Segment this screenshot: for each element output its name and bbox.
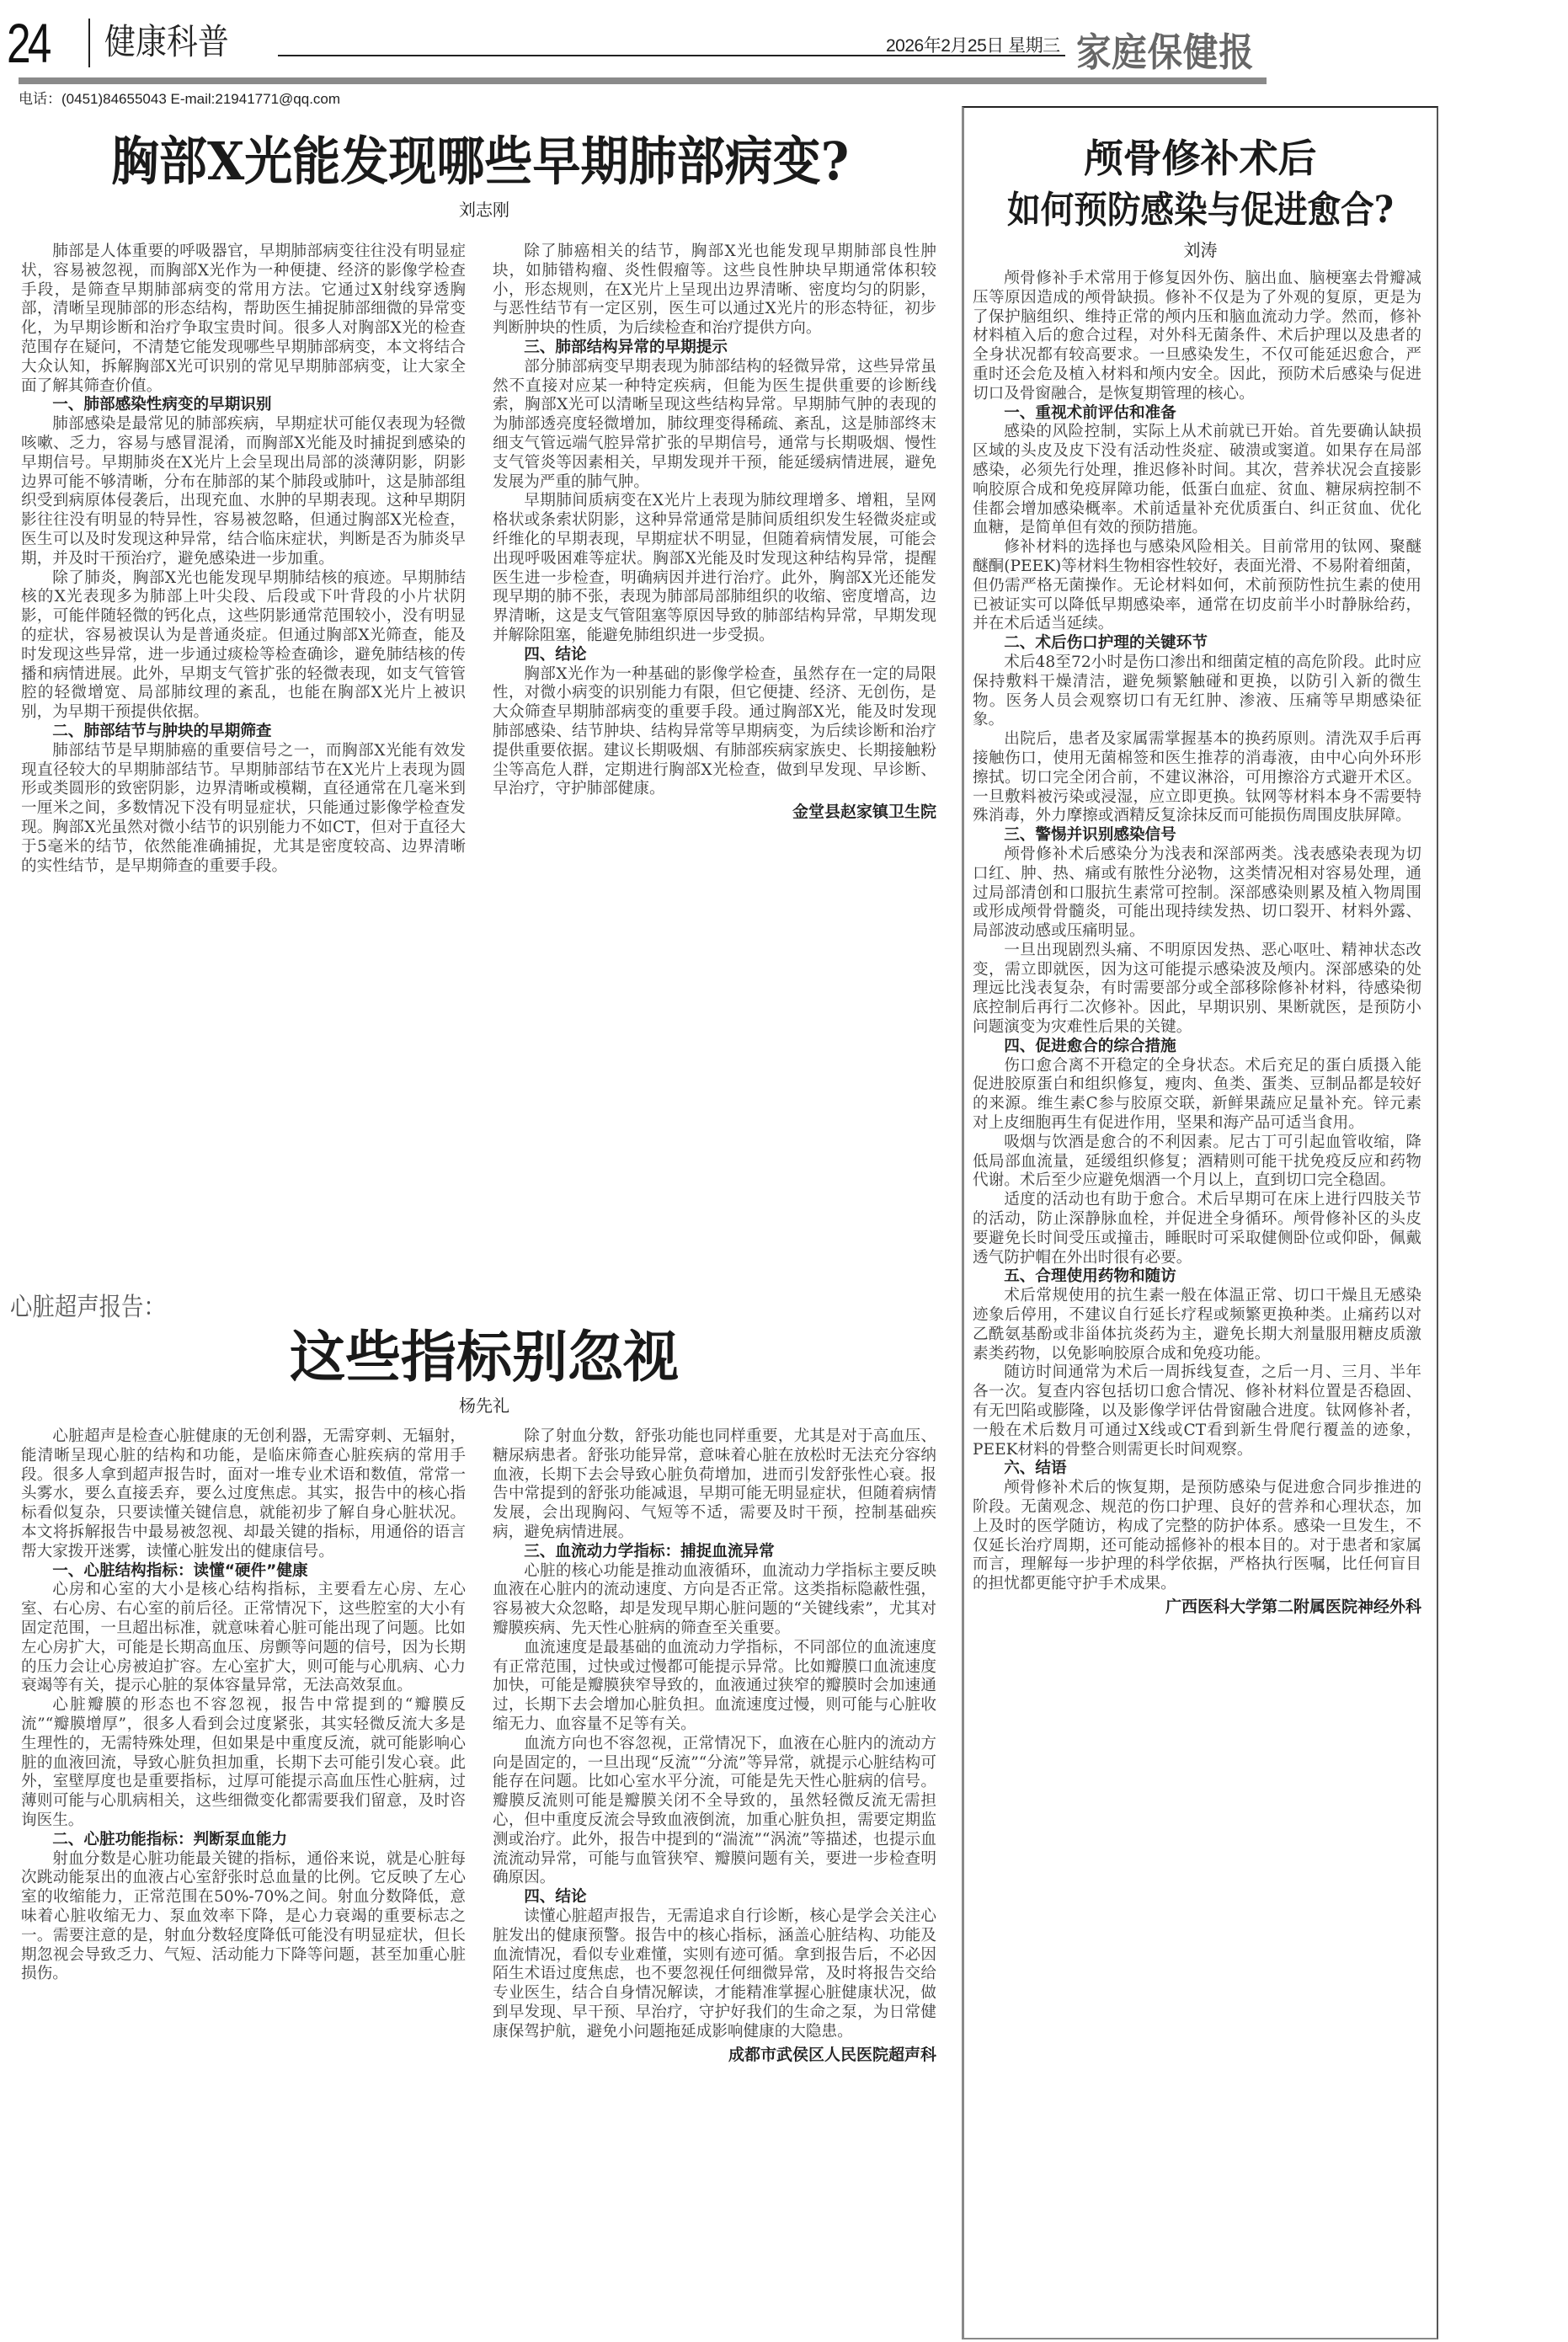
body-paragraph: 射血分数是心脏功能最关键的指标，通俗来说，就是心脏每次跳动能泵出的血液占心室舒张时总血量的比例。它反映了左心室的收缩能力，正常范围在50%-70%之间。射血分数降低，意味着心脏收缩无力、泵血效率下降，是心力衰竭的重要标志之一。需要注意的是，射血分数轻度降低可能没有明显症状，但长期忽视会导致乏力、气短、活动能力下降等问题，甚至加重心脏损伤。 xyxy=(21,1849,466,1983)
newspaper-name: 家庭保健报 xyxy=(1076,29,1255,75)
article-heart-col-2 xyxy=(493,1427,936,2320)
header-divider xyxy=(88,19,90,67)
article-xray-title: 胸部X光能发现哪些早期肺部病变? xyxy=(110,131,850,192)
body-paragraph: 胸部X光作为一种基础的影像学检查，虽然存在一定的局限性，对微小病变的识别能力有限，但它便捷、经济、无创伤，是大众筛查早期肺部病变的重要手段。通过胸部X光，能及时发现肺部感染、结节肿块、结构异常等早期病变，为后续诊断和治疗提供重要依据。建议长期吸烟、有肺部疾病家族史、长期接触粉尘等高危人群，定期进行胸部X光检查，做到早发现、早诊断、早治疗，守护肺部健康。 xyxy=(493,664,936,798)
section-heading: 四、促进愈合的综合措施 xyxy=(1004,1037,1176,1055)
article-xray-col-2 xyxy=(493,243,936,1232)
header-bar xyxy=(19,77,1267,84)
body-paragraph: 肺部感染是最常见的肺部疾病，早期症状可能仅表现为轻微咳嗽、乏力，容易与感冒混淆，而胸部X光能及时捕捉到感染的早期信号。早期肺炎在X光片上会呈现出局部的淡薄阴影，阴影边界可能不够清晰，分布在肺部的某个肺段或肺叶，这是肺部组织受到病原体侵袭后，出现充血、水肿的早期表现。这种早期阴影往往没有明显的特异性，容易被忽略，但通过胸部X光检查，医生可以及时发现这种异常，结合临床症状，判断是否为肺炎早期，并及时干预治疗，避免感染进一步加重。 xyxy=(21,415,466,568)
body-paragraph: 除了射血分数，舒张功能也同样重要，尤其是对于高血压、糖尿病患者。舒张功能异常，意味着心脏在放松时无法充分容纳血液，长期下去会导致心脏负荷增加，进而引发舒张性心衰。报告中常提到的舒张功能减退，早期可能无明显症状，但随着病情发展，会出现胸闷、气短等不适，需要及时干预，控制基础疾病，避免病情进展。 xyxy=(493,1427,936,1541)
body-paragraph: 伤口愈合离不开稳定的全身状态。术后充足的蛋白质摄入能促进胶原蛋白和组织修复，瘦肉、鱼类、蛋类、豆制品都是较好的来源。维生素C参与胶原交联，新鲜果蔬应足量补充。锌元素对上皮细胞再生有促进作用，坚果和海产品可适当食用。 xyxy=(973,1056,1421,1133)
issue-date: 2026年2月25日 星期三 xyxy=(886,36,1060,56)
body-paragraph: 感染的风险控制，实际上从术前就已开始。首先要确认缺损区域的头皮及皮下没有活动性炎症、破溃或窦道。如果存在局部感染，必须先行处理，推迟修补时间。其次，营养状况会直接影响胶原合成和免疫屏障功能，低蛋白血症、贫血、糖尿病控制不佳都会增加感染概率。术前适量补充优质蛋白、纠正贫血、优化血糖，是简单但有效的预防措施。 xyxy=(973,423,1421,537)
body-paragraph: 血流速度是最基础的血流动力学指标，不同部位的血流速度有正常范围，过快或过慢都可能提示异常。比如瓣膜口血流速度加快，可能是瓣膜狭窄导致的，血液通过狭窄的瓣膜时会加速通过，长期下去会增加心脏负担。血流速度过慢，则可能与心脏收缩无力、血容量不足等有关。 xyxy=(493,1638,936,1733)
article-skull-title-line1: 颅骨修补术后 xyxy=(1084,136,1317,181)
section-heading: 二、肺部结节与肿块的早期筛查 xyxy=(52,722,272,740)
section-heading: 五、合理使用药物和随访 xyxy=(1004,1267,1176,1286)
section-heading: 三、血流动力学指标：捕捉血流异常 xyxy=(524,1542,775,1560)
body-paragraph: 颅骨修补术后感染分为浅表和深部两类。浅表感染表现为切口红、肿、热、痛或有脓性分泌物，这类情况相对容易处理，通过局部清创和口服抗生素常可控制。深部感染则累及植入物周围或形成颅骨骨髓炎，可能出现持续发热、切口裂开、材料外露、局部波动感或压痛明显。 xyxy=(973,845,1421,941)
article-xray-col-1 xyxy=(21,243,466,1232)
section-heading: 三、警惕并识别感染信号 xyxy=(1004,826,1176,845)
article-heart-kicker: 心脏超声报告： xyxy=(10,1293,166,1322)
section-title: 健康科普 xyxy=(104,21,229,62)
body-paragraph: 颅骨修补手术常用于修复因外伤、脑出血、脑梗塞去骨瓣减压等原因造成的颅骨缺损。修补不仅是为了外观的复原，更是为了保护脑组织、维持正常的颅内压和脑血流动力学。然而，修补材料植入后的愈合过程，对外科无菌条件、术后护理以及患者的全身状况都有较高要求。一旦感染发生，不仅可能延迟愈合，严重时还会危及植入材料和颅内安全。因此，预防术后感染与促进切口及骨窗融合，是恢复期管理的核心。 xyxy=(973,269,1421,403)
section-heading: 一、心脏结构指标：读懂“硬件”健康 xyxy=(52,1561,308,1580)
section-heading: 一、重视术前评估和准备 xyxy=(1004,403,1176,422)
body-paragraph: 心脏超声是检查心脏健康的无创利器，无需穿刺、无辐射，能清晰呈现心脏的结构和功能，是临床筛查心脏疾病的常用手段。很多人拿到超声报告时，面对一堆专业术语和数值，常常一头雾水，要么直接丢弃，要么过度焦虑。其实，报告中的核心指标看似复杂，只要读懂关键信息，就能初步了解自身心脏状况。本文将拆解报告中最易被忽视、却最关键的指标，用通俗的语言帮大家拨开迷雾，读懂心脏发出的健康信号。 xyxy=(21,1427,466,1560)
body-paragraph: 出院后，患者及家属需掌握基本的换药原则。清洗双手后再接触伤口，使用无菌棉签和医生推荐的消毒液，由中心向外环形擦拭。切口完全闭合前，不建议淋浴，可用擦浴方式避开术区。一旦敷料被污染或浸湿，应立即更换。钛网等材料本身不需要特殊消毒，外力摩擦或酒精反复涂抹反而可能损伤周围皮肤屏障。 xyxy=(973,730,1421,825)
body-paragraph: 随访时间通常为术后一周拆线复查，之后一月、三月、半年各一次。复查内容包括切口愈合情况、修补材料位置是否稳固、有无凹陷或膨隆，以及影像学评估骨窗融合进度。钛网修补者，一般在术后数月可通过X线或CT看到新生骨爬行覆盖的迹象，PEEK材料的骨整合则需更长时间观察。 xyxy=(973,1363,1421,1459)
article-xray-author: 刘志刚 xyxy=(459,200,509,220)
body-paragraph: 早期肺间质病变在X光片上表现为肺纹理增多、增粗，呈网格状或条索状阴影，这种异常通常是肺间质组织发生轻微炎症或纤维化的早期表现，早期症状不明显，但随着病情发展，可能会出现呼吸困难等症状。胸部X光能及时发现这种结构异常，提醒医生进一步检查，明确病因并进行治疗。此外，胸部X光还能发现早期的肺不张，表现为肺部局部肺组织的收缩、密度增高，边界清晰，这是支气管阻塞等原因导致的肺部结构异常，早期发现并解除阻塞，能避免肺组织进一步受损。 xyxy=(493,492,936,644)
body-paragraph: 心房和心室的大小是核心结构指标，主要看左心房、左心室、右心房、右心室的前后径。正常情况下，这些腔室的大小有固定范围，一旦超出标准，就意味着心脏可能出现了问题。比如左心房扩大，可能是长期高血压、房颤等问题的信号，因为长期的压力会让心房被迫扩容。左心室扩大，则可能与心肌病、心力衰竭等有关，提示心脏的泵体容量异常，无法高效泵血。 xyxy=(21,1581,466,1695)
body-paragraph: 除了肺炎，胸部X光也能发现早期肺结核的痕迹。早期肺结核的X光表现多为肺部上叶尖段、后段或下叶背段的小片状阴影，可能伴随轻微的钙化点，这些阴影通常范围较小，没有明显的症状，容易被误认为是普通炎症。但通过胸部X光筛查，能及时发现这些异常，进一步通过痰检等检查确诊，避免肺结核的传播和病情进展。此外，早期支气管扩张的轻微表现，如支气管管腔的轻微增宽、局部肺纹理的紊乱，也能在胸部X光片上被识别，为早期干预提供依据。 xyxy=(21,568,466,722)
body-paragraph: 颅骨修补术后的恢复期，是预防感染与促进愈合同步推进的阶段。无菌观念、规范的伤口护理、良好的营养和心理状态，加上及时的医学随访，构成了完整的防护体系。感染一旦发生，不仅延长治疗周期，还可能动摇修补的根本目的。对于患者和家属而言，理解每一步护理的科学依据，严格执行医嘱，比任何盲目的担忧都更能守护手术成果。 xyxy=(973,1479,1421,1593)
article-heart-col-1 xyxy=(21,1427,466,2320)
section-heading: 六、结语 xyxy=(1004,1459,1067,1478)
page-number: 24 xyxy=(7,12,49,74)
body-paragraph: 修补材料的选择也与感染风险相关。目前常用的钛网、聚醚醚酮(PEEK)等材料生物相容性较好，表面光滑、不易附着细菌，但仍需严格无菌操作。无论材料如何，术前预防性抗生素的使用已被证实可以降低早期感染率，通常在切皮前半小时静脉给药，并在术后适当延续。 xyxy=(973,538,1421,633)
body-paragraph: 术后48至72小时是伤口渗出和细菌定植的高危阶段。此时应保持敷料干燥清洁，避免频繁触碰和更换，以防引入新的微生物。医务人员会观察切口有无红肿、渗液、压痛等早期感染征象。 xyxy=(973,653,1421,729)
body-paragraph: 肺部是人体重要的呼吸器官，早期肺部病变往往没有明显症状，容易被忽视，而胸部X光作为一种便捷、经济的影像学检查手段，是筛查早期肺部病变的常用方法。它通过X射线穿透胸部，清晰呈现肺部的形态结构，帮助医生捕捉肺部细微的异常变化，为早期诊断和治疗争取宝贵时间。很多人对胸部X光的检查范围存在疑问，不清楚它能发现哪些早期肺部病变，本文将结合大众认知，拆解胸部X光可识别的常见早期肺部病变，让大家全面了解其筛查价值。 xyxy=(21,243,466,395)
body-paragraph: 心脏瓣膜的形态也不容忽视，报告中常提到的“瓣膜反流”“瓣膜增厚”，很多人看到会过度紧张，其实轻微反流大多是生理性的，无需特殊处理，但如果是中重度反流，就可能影响心脏的血液回流，导致心脏负担加重，长期下去可能引发心衰。此外，室壁厚度也是重要指标，过厚可能提示高血压性心脏病，过薄则可能与心肌病相关，这些细微变化都需要我们留意，及时咨询医生。 xyxy=(21,1696,466,1829)
body-paragraph: 心脏的核心功能是推动血液循环，血流动力学指标主要反映血液在心脏内的流动速度、方向是否正常。这类指标隐蔽性强，容易被大众忽略，却是发现早期心脏问题的“关键线索”，尤其对瓣膜疾病、先天性心脏病的筛查至关重要。 xyxy=(493,1561,936,1637)
body-paragraph: 肺部结节是早期肺癌的重要信号之一，而胸部X光能有效发现直径较大的早期肺部结节。早期肺部结节在X光片上表现为圆形或类圆形的致密阴影，边界清晰或模糊，直径通常在几毫米到一厘米之间，多数情况下没有明显症状，只能通过影像学检查发现。胸部X光虽然对微小结节的识别能力不如CT，但对于直径大于5毫米的结节，依然能准确捕捉，尤其是密度较高、边界清晰的实性结节，是早期筛查的重要手段。 xyxy=(21,741,466,875)
body-paragraph: 吸烟与饮酒是愈合的不利因素。尼古丁可引起血管收缩，降低局部血流量，延缓组织修复；酒精则可能干扰免疫反应和药物代谢。术后至少应避免烟酒一个月以上，直到切口完全稳固。 xyxy=(973,1133,1421,1190)
body-paragraph: 适度的活动也有助于愈合。术后早期可在床上进行四肢关节的活动，防止深静脉血栓，并促进全身循环。颅骨修补区的头皮要避免长时间受压或撞击，睡眠时可采取健侧卧位或仰卧，佩戴透气防护帽在外出时很有必要。 xyxy=(973,1191,1421,1267)
body-paragraph: 部分肺部病变早期表现为肺部结构的轻微异常，这些异常虽然不直接对应某一种特定疾病，但能为医生提供重要的诊断线索，胸部X光可以清晰呈现这些结构异常。早期肺气肿的表现的为肺部透亮度轻微增加，肺纹理变得稀疏、紊乱，这是肺部终末细支气管远端气腔异常扩张的早期信号，通常与长期吸烟、慢性支气管炎等因素相关，早期发现并干预，能延缓病情进展，避免发展为严重的肺气肿。 xyxy=(493,357,936,491)
body-paragraph: 一旦出现剧烈头痛、不明原因发热、恶心呕吐、精神状态改变，需立即就医，因为这可能提示感染波及颅内。深部感染的处理远比浅表复杂，有时需要部分或全部移除修补材料，待感染彻底控制后再行二次修补。因此，早期识别、果断就医，是预防小问题演变为灾难性后果的关键。 xyxy=(973,941,1421,1037)
article-heart-title: 这些指标别忽视 xyxy=(290,1325,679,1390)
article-skull-title-line2: 如何预防感染与促进愈合? xyxy=(1007,189,1394,232)
body-paragraph: 除了肺癌相关的结节，胸部X光也能发现早期肺部良性肿块，如肺错构瘤、炎性假瘤等。这些良性肿块早期通常体积较小，形态规则，在X光片上呈现出边界清晰、密度均匀的阴影，与恶性结节有一定区别，医生可以通过X光片的形态特征，初步判断肿块的性质，为后续检查和治疗提供方向。 xyxy=(493,243,936,338)
section-heading: 四、结论 xyxy=(524,1888,587,1907)
article-heart-author: 杨先礼 xyxy=(459,1395,509,1416)
article-credit: 金堂县赵家镇卫生院 xyxy=(792,803,936,822)
section-heading: 三、肺部结构异常的早期提示 xyxy=(524,338,728,356)
article-skull-column xyxy=(973,269,1421,2324)
section-heading: 二、心脏功能指标：判断泵血能力 xyxy=(52,1830,288,1849)
contact-info: 电话：(0451)84655043 E-mail:21941771@qq.com xyxy=(19,91,341,107)
article-credit: 广西医科大学第二附属医院神经外科 xyxy=(1165,1597,1421,1616)
body-paragraph: 术后常规使用的抗生素一般在体温正常、切口干燥且无感染迹象后停用，不建议自行延长疗程或频繁更换种类。止痛药以对乙酰氨基酚或非甾体抗炎药为主，避免长期大剂量服用糖皮质激素类药物，以免影响胶原合成和免疫功能。 xyxy=(973,1287,1421,1363)
section-heading: 二、术后伤口护理的关键环节 xyxy=(1004,634,1208,653)
section-heading: 四、结论 xyxy=(524,645,587,664)
article-credit: 成都市武侯区人民医院超声科 xyxy=(728,2045,936,2064)
body-paragraph: 血流方向也不容忽视，正常情况下，血液在心脏内的流动方向是固定的，一旦出现“反流”“分流”等异常，就提示心脏结构可能存在问题。比如心室水平分流，可能是先天性心脏病的信号。瓣膜反流则可能是瓣膜关闭不全导致的，虽然轻微反流无需担心，但中重度反流会导致血液倒流，加重心脏负担，需要定期监测或治疗。此外，报告中提到的“湍流”“涡流”等描述，也提示血流流动异常，可能与血管狭窄、瓣膜问题有关，要进一步检查明确原因。 xyxy=(493,1734,936,1887)
article-skull-author: 刘涛 xyxy=(1183,240,1218,260)
section-heading: 一、肺部感染性病变的早期识别 xyxy=(52,396,272,414)
body-paragraph: 读懂心脏超声报告，无需追求自行诊断，核心是学会关注心脏发出的健康预警。报告中的核心指标，涵盖心脏结构、功能及血流情况，看似专业难懂，实则有迹可循。拿到报告后，不必因陌生术语过度焦虑，也不要忽视任何细微异常，及时将报告交给专业医生，结合自身情况解读，才能精准掌握心脏健康状况，做到早发现、早干预、早治疗，守护好我们的生命之泵，为日常健康保驾护航，避免小问题拖延成影响健康的大隐患。 xyxy=(493,1907,936,2041)
